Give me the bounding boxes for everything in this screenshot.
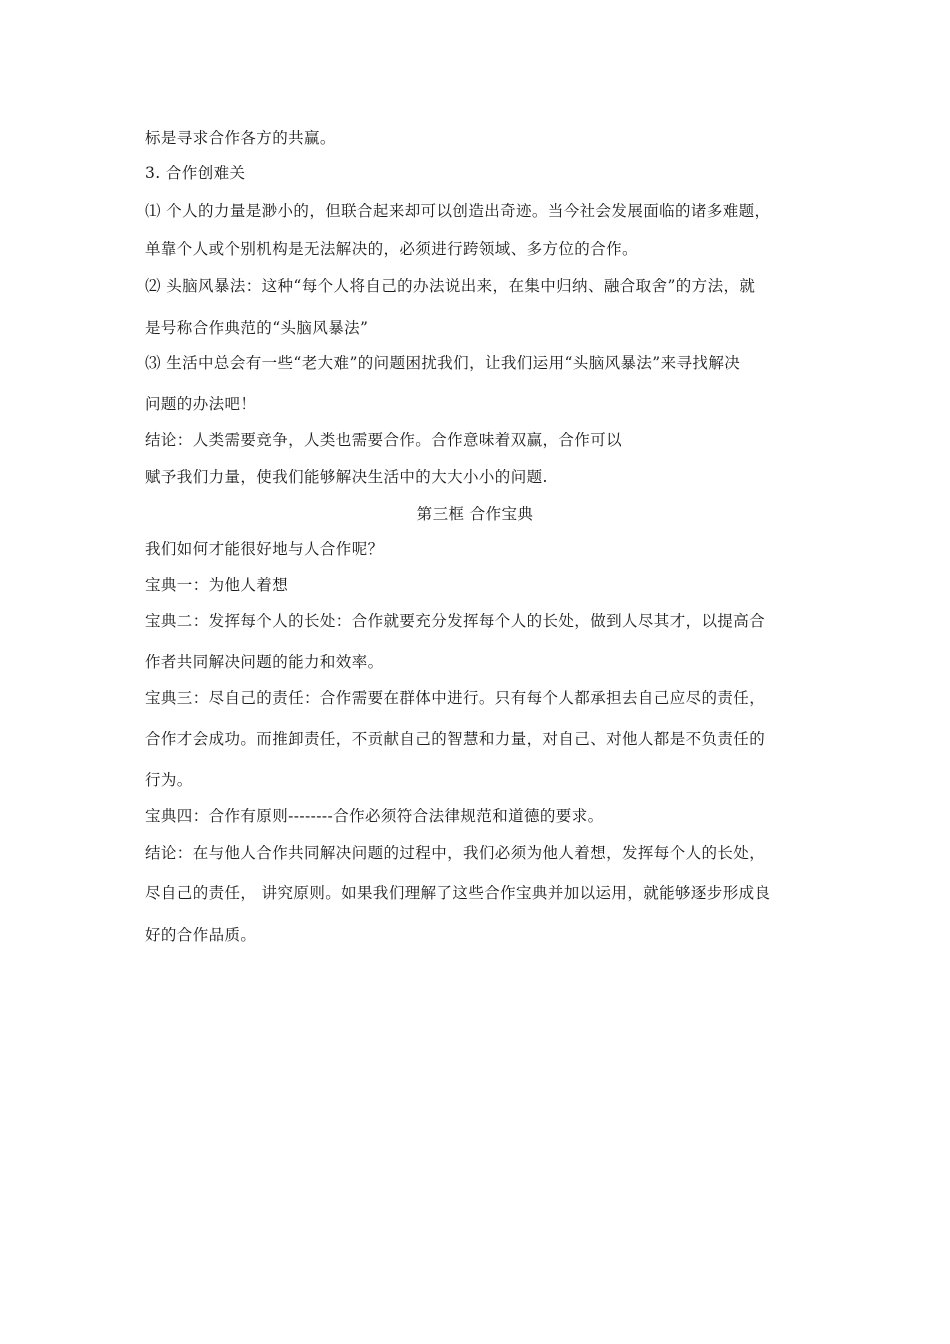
paragraph-line: 宝典二：发挥每个人的长处：合作就要充分发挥每个人的长处，做到人尽其才，以提高合 [145,612,766,630]
paragraph-line: 作者共同解决问题的能力和效率。 [145,653,384,671]
paragraph-line: 单靠个人或个别机构是无法解决的，必须进行跨领域、多方位的合作。 [145,240,638,258]
paragraph-line: 宝典三：尽自己的责任：合作需要在群体中进行。只有每个人都承担去自己应尽的责任， [145,689,766,707]
paragraph-line: 合作才会成功。而推卸责任，不贡献自己的智慧和力量，对自己、对他人都是不负责任的 [145,730,766,748]
paragraph-line: 宝典一：为他人着想 [145,576,289,594]
paragraph-line: 行为。 [145,771,193,789]
paragraph-line: 宝典四：合作有原则--------合作必须符合法律规范和道德的要求。 [145,807,604,825]
section-title: 第三框 合作宝典 [416,505,534,523]
conclusion-line: 尽自己的责任， 讲究原则。如果我们理解了这些合作宝典并加以运用，就能够逐步形成良 [145,884,771,902]
paragraph-line: 我们如何才能很好地与人合作呢？ [145,540,384,558]
paragraph-line: 问题的办法吧！ [145,395,257,413]
paragraph-line: ⑴ 个人的力量是渺小的，但联合起来却可以创造出奇迹。当今社会发展面临的诸多难题， [145,202,771,220]
paragraph-line: 是号称合作典范的“头脑风暴法” [145,319,369,337]
section-heading: 3. 合作创难关 [145,164,246,182]
conclusion-line: 结论：在与他人合作共同解决问题的过程中，我们必须为他人着想，发挥每个人的长处， [145,844,766,862]
paragraph-line: ⑵ 头脑风暴法：这种“每个人将自己的办法说出来，在集中归纳、融合取舍”的方法，就 [145,277,756,295]
paragraph-line: 标是寻求合作各方的共赢。 [145,129,336,147]
conclusion-line: 结论：人类需要竞争，人类也需要合作。合作意味着双赢，合作可以 [145,431,623,449]
conclusion-line: 好的合作品质。 [145,926,257,944]
conclusion-line: 赋予我们力量，使我们能够解决生活中的大大小小的问题. [145,468,548,486]
paragraph-line: ⑶ 生活中总会有一些“老大难”的问题困扰我们，让我们运用“头脑风暴法”来寻找解决 [145,354,741,372]
